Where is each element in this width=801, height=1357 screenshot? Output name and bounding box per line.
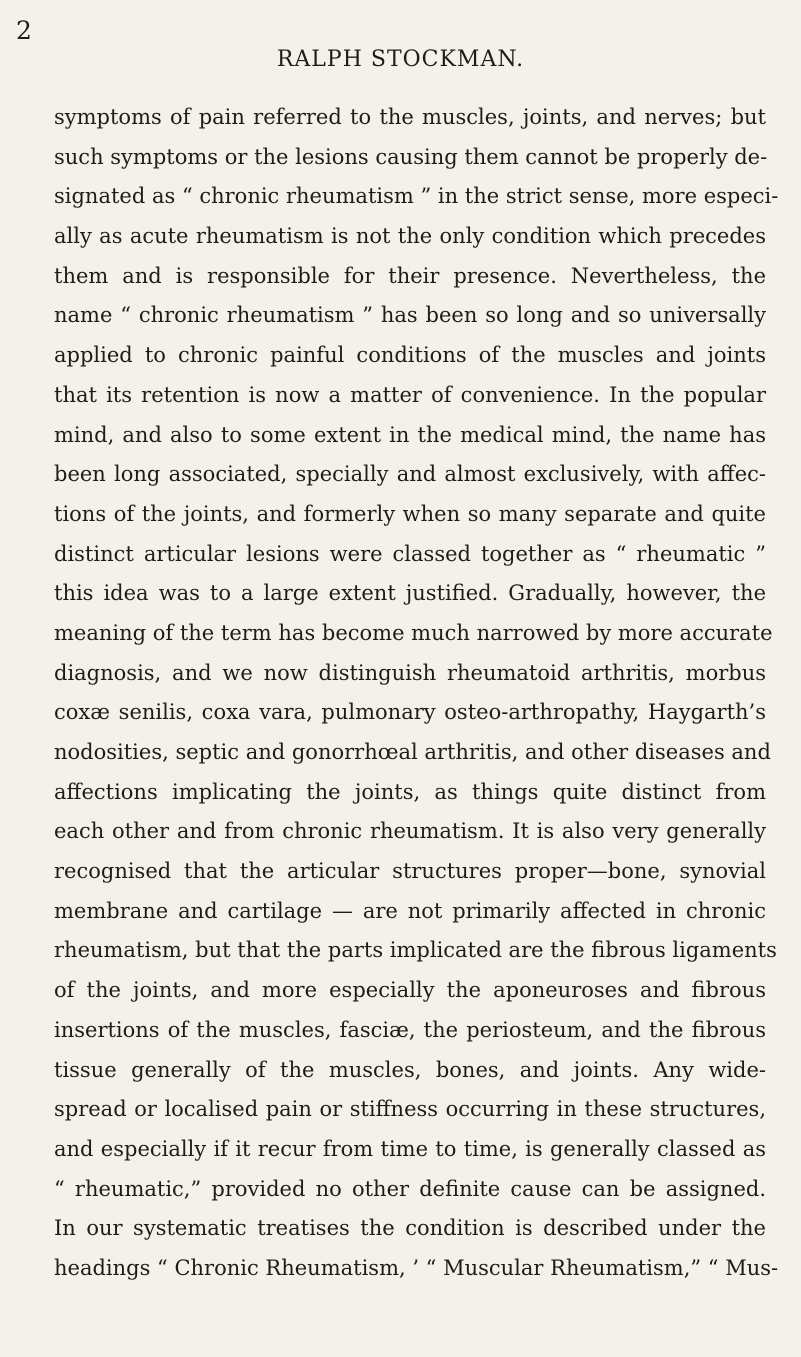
text-line: membrane and cartilage — are not primarily affected in chronic [54,898,766,923]
text-line: tissue generally of the muscles, bones, and joints. Any wide- [54,1057,766,1082]
text-line: recognised that the articular structures proper—bone, synovial [54,859,766,884]
text-line: ally as acute rheumatism is not the only condition which precedes [54,224,766,249]
text-line: and especially if it recur from time to time, is generally classed as [54,1136,766,1161]
text-line: that its retention is now a matter of convenience. In the popular [54,382,766,407]
text-line: mind, and also to some extent in the medical mind, the name has [54,422,766,447]
text-line: headings “ Chronic Rheumatism, ’ “ Muscular Rheumatism,” “ Mus- [54,1255,779,1280]
text-line: diagnosis, and we now distinguish rheumatoid arthritis, morbus [54,660,766,685]
text-line: symptoms of pain referred to the muscles, joints, and nerves; but [54,105,766,129]
text-line: name “ chronic rheumatism ” has been so long and so universally [54,303,766,328]
text-line: applied to chronic painful conditions of the muscles and joints [54,343,766,368]
text-line: them and is responsible for their presence. Nevertheless, the [54,263,766,288]
text-line: spread or localised pain or stiffness occurring in these structures, [54,1097,766,1122]
text-line: been long associated, specially and almost exclusively, with affec- [54,462,766,487]
text-line: such symptoms or the lesions causing them cannot be properly de- [54,144,768,169]
text-line: distinct articular lesions were classed together as “ rheumatic ” [54,541,766,566]
text-line: each other and from chronic rheumatism. It is also very generally [54,819,766,844]
page-number: 2 [16,16,32,45]
text-line: affections implicating the joints, as things quite distinct from [54,779,766,804]
text-line: signated as “ chronic rheumatism ” in the strict sense, more especi- [54,184,779,209]
text-line: “ rheumatic,” provided no other definite cause can be assigned. [54,1176,766,1201]
body-paragraph [54,98,779,1289]
text-line: coxæ senilis, coxa vara, pulmonary osteo-arthropathy, Haygarth’s [54,700,766,725]
text-line: insertions of the muscles, fasciæ, the periosteum, and the fibrous [54,1017,766,1042]
running-head: RALPH STOCKMAN. [276,47,525,72]
text-line: nodosities, septic and gonorrhœal arthritis, and other diseases and [54,740,771,764]
text-line: meaning of the term has become much narrowed by more accurate [54,620,773,645]
text-line: of the joints, and more especially the aponeuroses and fibrous [54,978,766,1003]
text-line: tions of the joints, and formerly when so many separate and quite [54,501,766,526]
text-line: rheumatism, but that the parts implicated are the fibrous ligaments [54,938,777,963]
text-line: In our systematic treatises the condition is described under the [54,1216,766,1241]
text-line: this idea was to a large extent justified. Gradually, however, the [54,581,766,606]
